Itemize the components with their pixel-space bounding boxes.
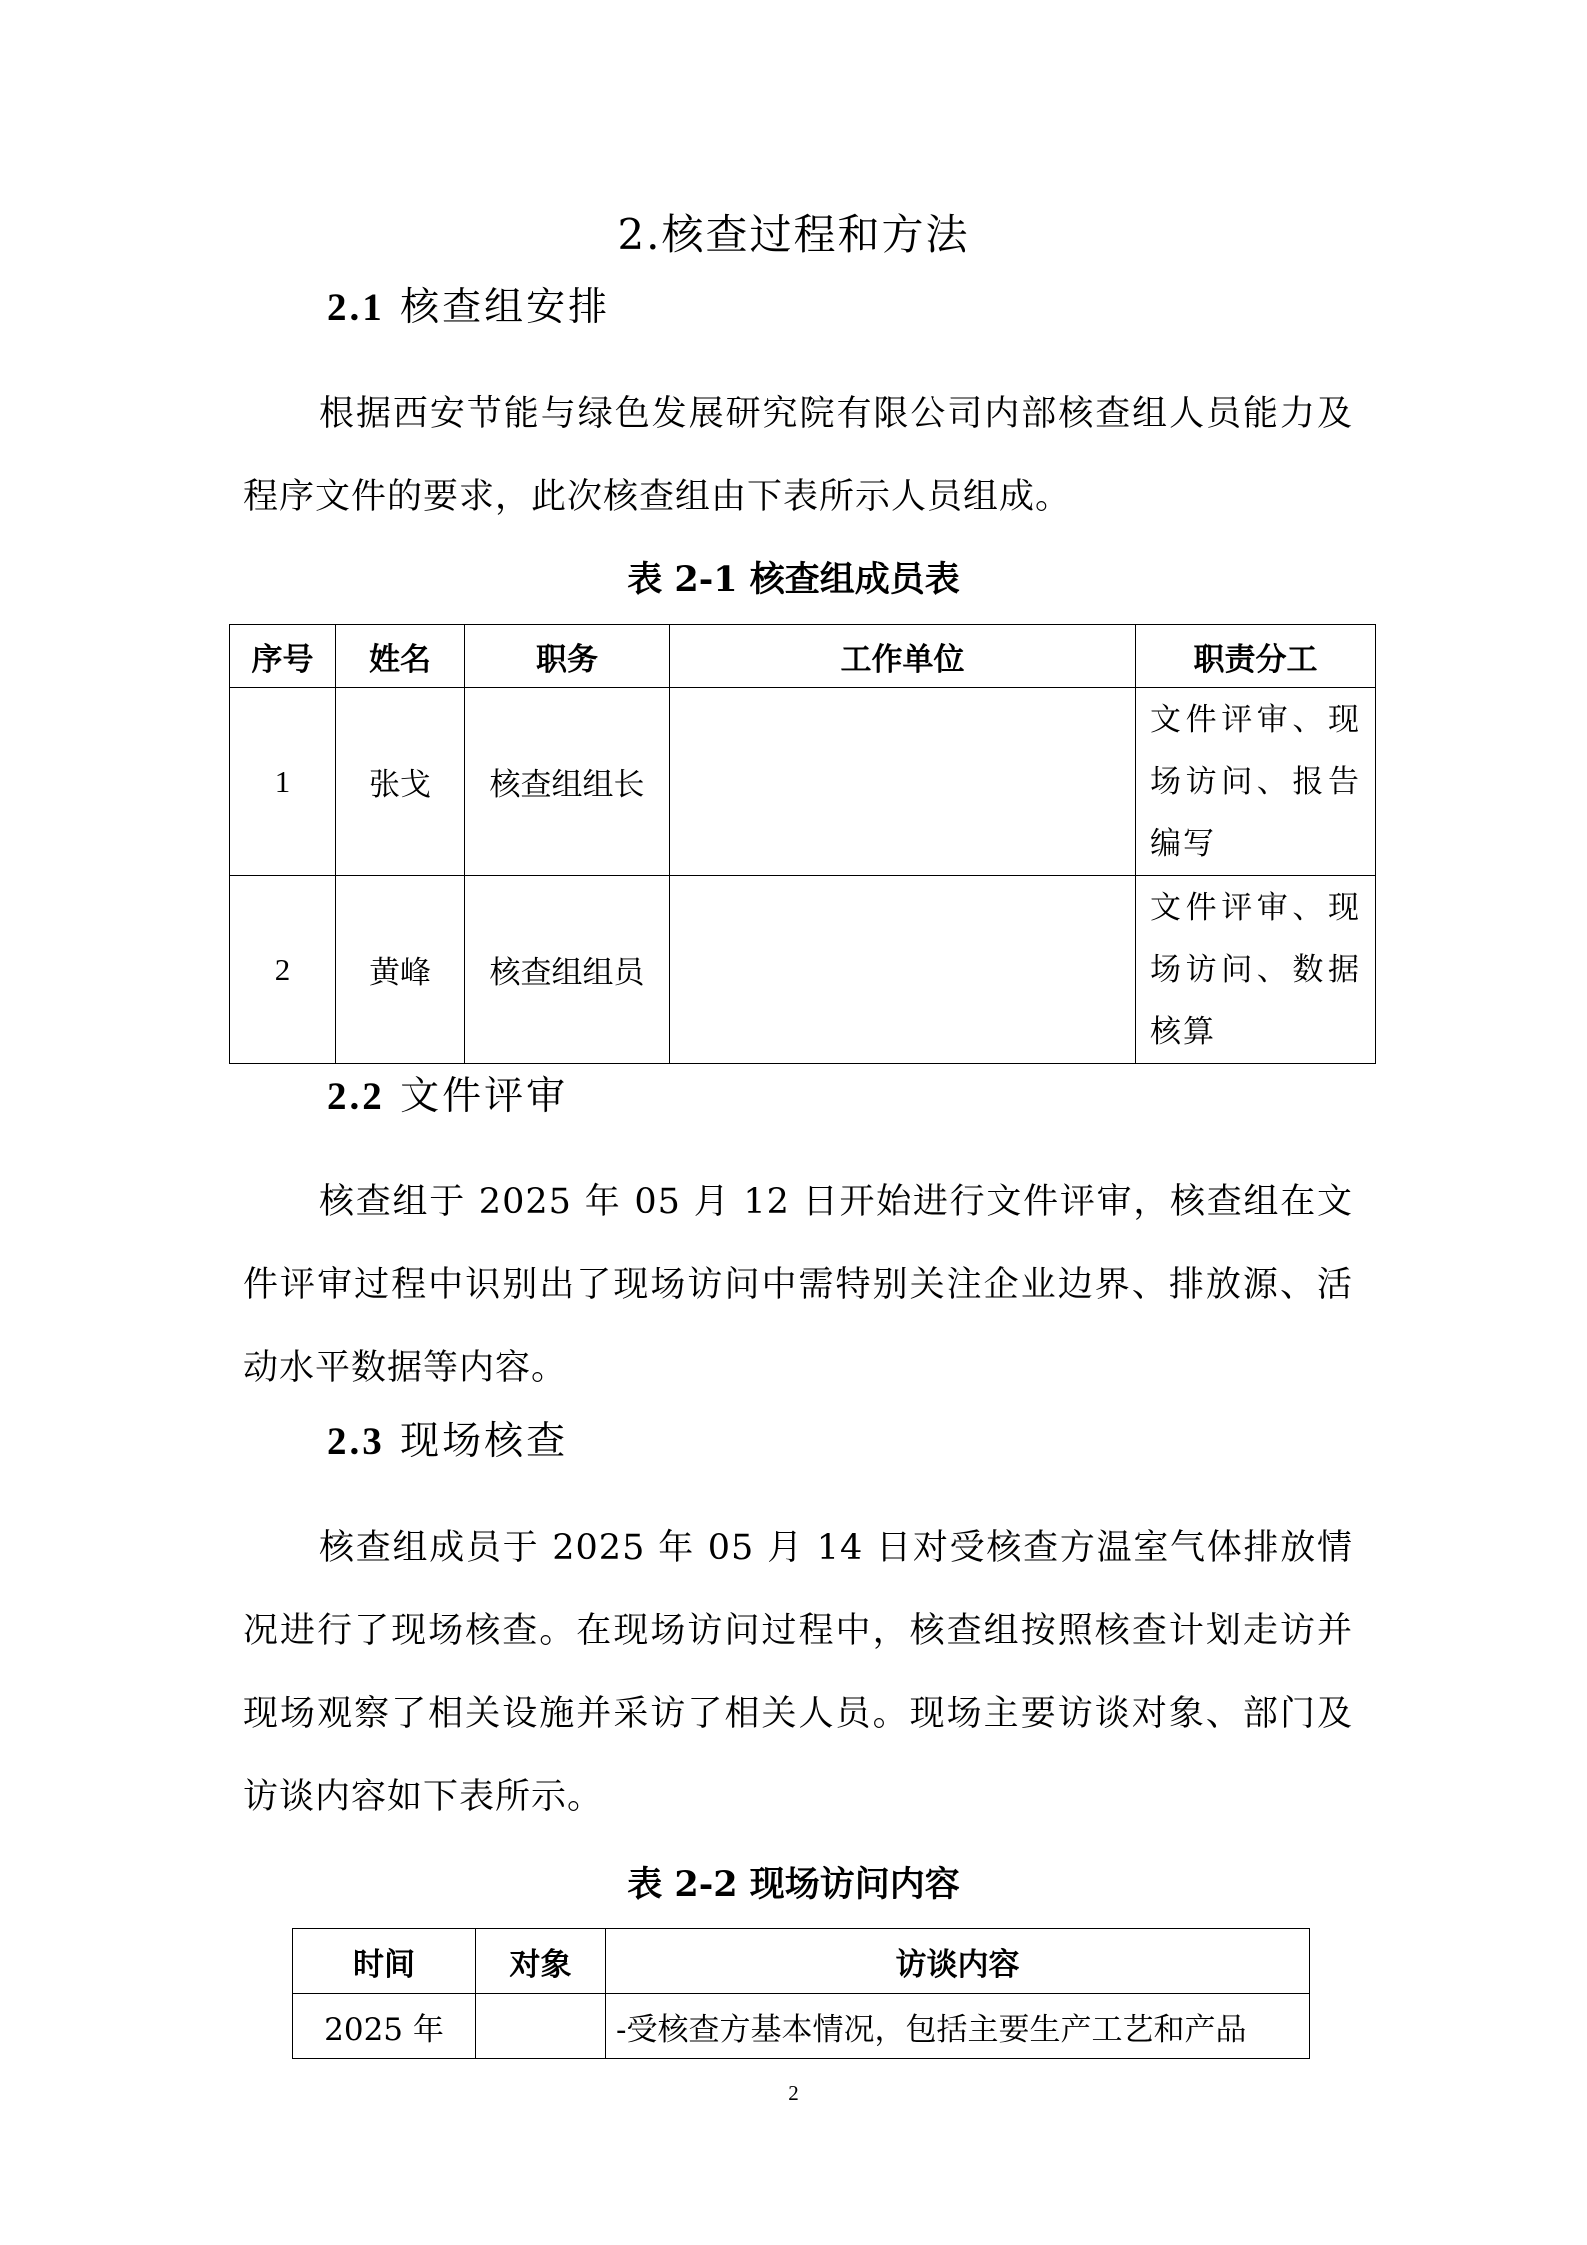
table-header-row [230,625,1376,688]
section-number: 2.1 [327,286,385,329]
table-cell [670,688,1136,876]
page-number: 2 [788,2081,799,2105]
section-heading-2-1 [327,280,610,336]
paragraph-team-intro: 根据西安节能与绿色发展研究院有限公司内部核查组人员能力及程序文件的要求，此次核查组由下表所示人员组成。 [243,394,1353,517]
table1-caption: 表 2-1 核查组成员表 [627,559,960,600]
table-cell: -受核查方基本情况，包括主要生产工艺和产品 [606,1994,1310,2059]
section-title: 文件评审 [400,1074,569,1119]
header-cell: 访谈内容 [606,1929,1310,1994]
table-cell: 核查组组员 [465,876,670,1064]
header-cell: 序号 [230,625,336,688]
section-number: 2.2 [327,1075,385,1118]
header-cell: 职务 [465,625,670,688]
table-cell: 核查组组长 [465,688,670,876]
table-cell [670,876,1136,1064]
table-cell: 文件评审、现场访问、报告编写 [1136,688,1376,876]
table-cell: 文件评审、现场访问、数据核算 [1136,876,1376,1064]
team-members-table [229,624,1376,1064]
table-row [293,1994,1310,2059]
header-cell: 时间 [293,1929,476,1994]
paragraph-site-verification: 核查组成员于 2025 年 05 月 14 日对受核查方温室气体排放情况进行了现场核查。在现场访问过程中，核查组按照核查计划走访并现场观察了相关设施并采访了相关人员。现场主要访谈对象、部门及访谈内容如下表所示。 [243,1528,1353,1817]
table-cell: 2025 年 [293,1994,476,2059]
section-heading-2-2 [327,1069,568,1125]
chapter-heading: 2.核查过程和方法 [617,210,970,259]
table-row [230,876,1376,1064]
table-cell: 2 [230,876,336,1064]
table-cell: 1 [230,688,336,876]
section-title: 现场核查 [400,1419,569,1464]
section-title: 核查组安排 [400,285,611,330]
table-cell [476,1994,606,2059]
paragraph-document-review: 核查组于 2025 年 05 月 12 日开始进行文件评审，核查组在文件评审过程中识别出了现场访问中需特别关注企业边界、排放源、活动水平数据等内容。 [243,1182,1353,1388]
site-visit-table [292,1928,1310,2059]
table-row [230,688,1376,876]
header-cell: 姓名 [336,625,465,688]
header-cell: 职责分工 [1136,625,1376,688]
header-cell: 对象 [476,1929,606,1994]
header-cell: 工作单位 [670,625,1136,688]
table-cell: 张戈 [336,688,465,876]
table-cell: 黄峰 [336,876,465,1064]
section-number: 2.3 [327,1420,385,1463]
table2-caption: 表 2-2 现场访问内容 [627,1864,960,1905]
table-header-row [293,1929,1310,1994]
section-heading-2-3 [327,1414,568,1470]
